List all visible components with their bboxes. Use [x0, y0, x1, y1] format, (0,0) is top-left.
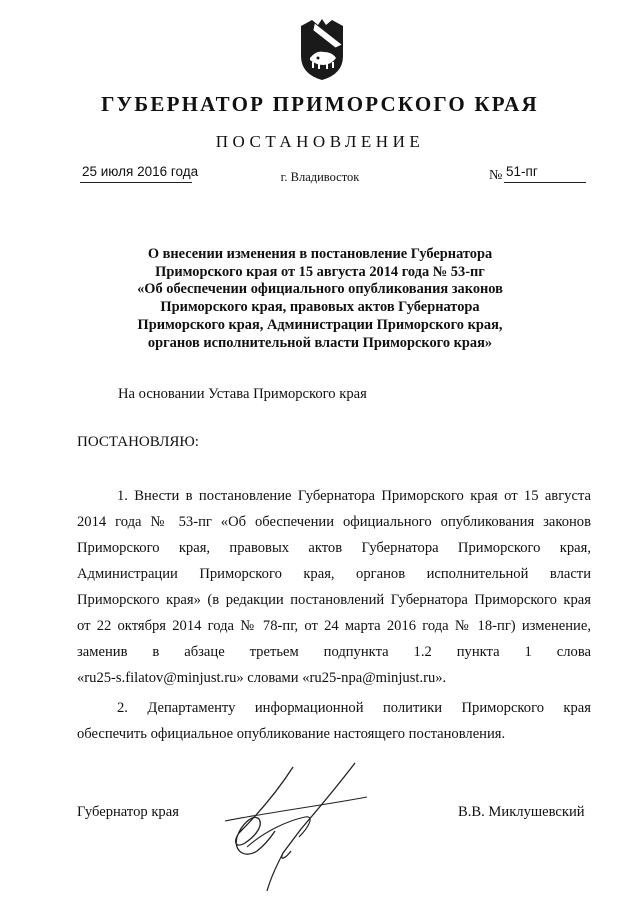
title-line: «Об обеспечении официального опубликования законов	[137, 281, 503, 298]
title-line: Приморского края от 15 августа 2014 года № 53-пг	[155, 263, 485, 280]
resolve-heading: ПОСТАНОВЛЯЮ:	[77, 434, 199, 450]
document-city: г. Владивосток	[280, 170, 360, 184]
document-type: ПОСТАНОВЛЕНИЕ	[215, 132, 425, 151]
paragraph-1-line: от 22 октября 2014 года № 78-пг, от 24 марта 2016 года № 18-пг) изменение,	[77, 618, 591, 634]
legal-basis: На основании Устава Приморского края	[118, 386, 367, 402]
paragraph-2-line: обеспечить официальное опубликование настоящего постановления.	[77, 726, 506, 742]
paragraph-1-line: 2014 года № 53-пг «Об обеспечении официального опубликования законов	[77, 514, 591, 530]
title-line: О внесении изменения в постановление Губернатора	[147, 246, 493, 262]
document-date: 25 июля 2016 года	[82, 164, 199, 179]
document-title	[120, 246, 520, 352]
issuing-authority: ГУБЕРНАТОР ПРИМОРСКОГО КРАЯ	[101, 92, 539, 116]
paragraph-1-line: Приморского края» (в редакции постановлений Губернатора Приморского края	[77, 592, 591, 608]
title-line: Приморского края, правовых актов Губернатора	[160, 299, 480, 316]
paragraph-1-line: 1. Внести в постановление Губернатора Приморского края от 15 августа	[117, 488, 591, 504]
signatory-title: Губернатор края	[77, 804, 179, 820]
paragraph-1-line: заменив в абзаце третьем подпункта 1.2 пункта 1 слова	[77, 644, 591, 660]
signatory-name: В.В. Миклушевский	[458, 804, 585, 820]
coat-of-arms-icon	[298, 18, 346, 82]
number-sign: №	[489, 168, 503, 183]
number-underline	[504, 182, 586, 183]
paragraph-1-line: «ru25-s.filatov@minjust.ru» словами «ru25-npa@minjust.ru».	[77, 670, 447, 686]
title-line: Приморского края, Администрации Приморского края,	[137, 316, 503, 333]
paragraph-1-line: Приморского края, правовых актов Губернатора Приморского края,	[77, 540, 591, 556]
title-line: органов исполнительной власти Приморского края»	[147, 334, 493, 351]
paragraph-2-line: 2. Департаменту информационной политики Приморского края	[117, 700, 591, 716]
document-number: 51-пг	[506, 164, 538, 179]
handwritten-signature	[205, 755, 375, 895]
paragraph-1-line: Администрации Приморского края, органов исполнительной власти	[77, 566, 591, 582]
